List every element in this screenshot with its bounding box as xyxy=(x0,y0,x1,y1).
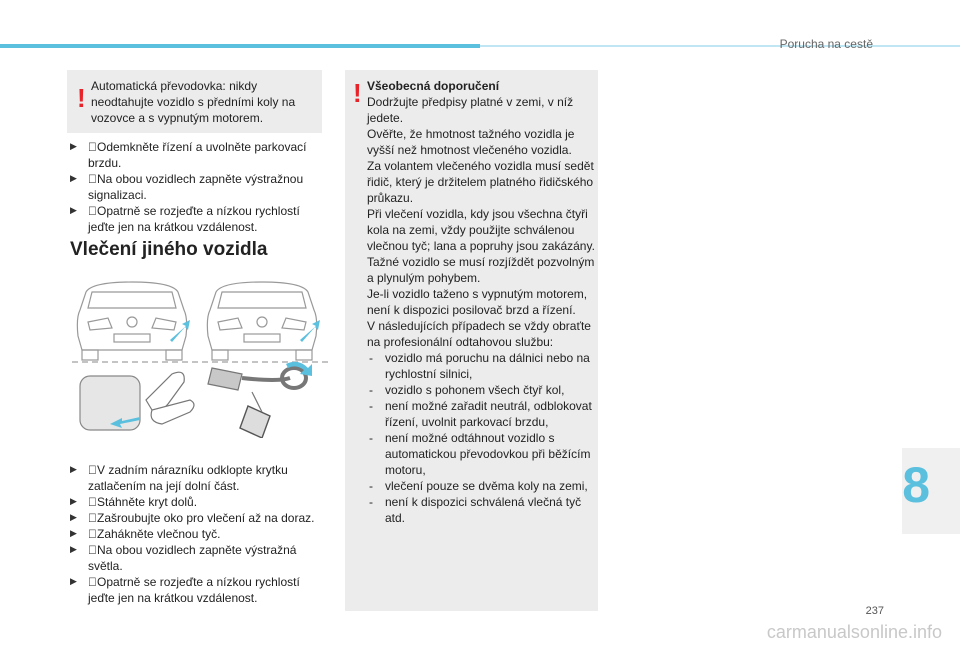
header-section-title: Porucha na cestě xyxy=(779,37,873,51)
towing-eye-image xyxy=(208,362,312,438)
car-rear-left-image xyxy=(77,282,186,360)
list-item: ▶ Stáhněte kryt dolů. xyxy=(70,495,198,509)
warning-box-transmission xyxy=(67,70,322,133)
warning-paragraph: Při vlečení vozidla, kdy jsou všechna čtyři kola na zemi, vždy použijte schválenou vlečnou tyč; lana a popruhy jsou zakázány. xyxy=(367,207,595,253)
section-title: Vlečení jiného vozidla xyxy=(70,239,268,260)
header-rule-thin xyxy=(480,45,960,47)
steps-list-after xyxy=(70,462,325,606)
bullet-arrow-icon: ▶ xyxy=(70,142,77,152)
list-item: ▶ Na obou vozidlech zapněte výstražnou signalizaci. xyxy=(70,172,304,202)
list-item: - není k dispozici schválená vlečná tyč atd. xyxy=(367,494,597,526)
warning-heading: Všeobecná doporučení xyxy=(367,79,500,93)
warning-box-general xyxy=(345,70,598,611)
warning-paragraph: Je-li vozidlo taženo s vypnutým motorem, není k dispozici posilovač brzd a řízení. xyxy=(367,287,588,317)
towing-illustration xyxy=(72,278,330,438)
warning-icon: ! xyxy=(353,78,362,108)
bullet-arrow-icon: ▶ xyxy=(70,497,77,507)
list-item: ▶ Odemkněte řízení a uvolněte parkovací brzdu. xyxy=(70,140,307,170)
watermark: carmanualsonline.info xyxy=(766,622,942,642)
list-item: ▶ Opatrně se rozjeďte a nízkou rychlostí jeďte jen na krátkou vzdálenost. xyxy=(70,575,300,605)
page-number: 237 xyxy=(865,605,884,617)
list-item: ▶ Na obou vozidlech zapněte výstražná světla. xyxy=(70,543,297,573)
cover-removal-image xyxy=(80,372,194,430)
list-item: - vozidlo s pohonem všech čtyř kol, xyxy=(367,382,597,398)
bullet-arrow-icon: ▶ xyxy=(70,577,77,587)
list-item: ▶ Opatrně se rozjeďte a nízkou rychlostí jeďte jen na krátkou vzdálenost. xyxy=(70,204,300,234)
warning-paragraph: Za volantem vlečeného vozidla musí sedět řidič, který je držitelem platného řidičského průkazu. xyxy=(367,159,594,205)
list-item: ▶ V zadním nárazníku odklopte krytku zatlačením na její dolní část. xyxy=(70,463,288,493)
bullet-arrow-icon: ▶ xyxy=(70,174,77,184)
warning-paragraph: Dodržujte předpisy platné v zemi, v níž jedete. xyxy=(367,95,574,125)
warning-paragraph: Tažné vozidlo se musí rozjíždět pozvolným a plynulým pohybem. xyxy=(367,255,595,285)
warning-icon: ! xyxy=(77,83,86,113)
bullet-arrow-icon: ▶ xyxy=(70,206,77,216)
chapter-number: 8 xyxy=(902,457,930,513)
list-item: ▶ Zašroubujte oko pro vlečení až na doraz. xyxy=(70,511,315,525)
warning-paragraph: V následujících případech se vždy obraťte na profesionální odtahovou službu: xyxy=(367,319,591,349)
warning-paragraph: Ověřte, že hmotnost tažného vozidla je vyšší než hmotnost vlečeného vozidla. xyxy=(367,127,575,157)
warning-cases-list xyxy=(367,350,597,526)
warning-content xyxy=(367,78,597,526)
bullet-arrow-icon: ▶ xyxy=(70,513,77,523)
list-item: - vozidlo má poruchu na dálnici nebo na rychlostní silnici, xyxy=(367,350,597,382)
header-rule xyxy=(0,44,480,48)
bullet-arrow-icon: ▶ xyxy=(70,529,77,539)
car-rear-right-image xyxy=(207,282,316,360)
steps-list-before xyxy=(70,139,325,235)
list-item: - není možné odtáhnout vozidlo s automatickou převodovkou při běžícím motoru, xyxy=(367,430,597,478)
bullet-arrow-icon: ▶ xyxy=(70,545,77,555)
list-item: ▶ Zahákněte vlečnou tyč. xyxy=(70,527,221,541)
warning-text: Automatická převodovka: nikdy neodtahujte vozidlo s předními koly na vozovce a s vypnutým motorem. xyxy=(91,79,296,125)
bullet-arrow-icon: ▶ xyxy=(70,465,77,475)
list-item: - není možné zařadit neutrál, odblokovat řízení, uvolnit parkovací brzdu, xyxy=(367,398,597,430)
list-item: - vlečení pouze se dvěma koly na zemi, xyxy=(367,478,597,494)
